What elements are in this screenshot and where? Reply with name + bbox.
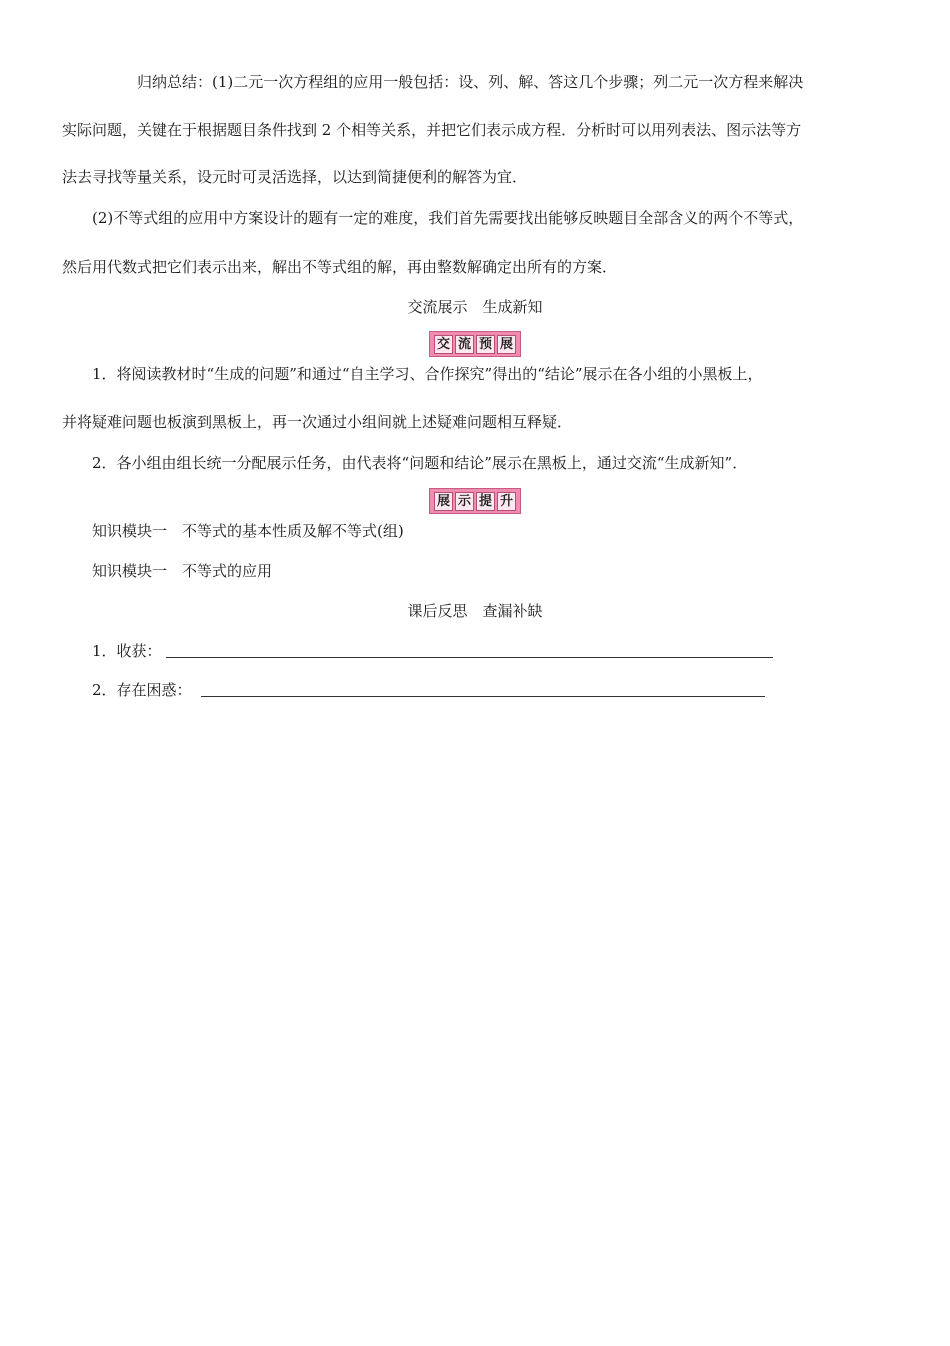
summary-p2-line1: (2)不等式组的应用中方案设计的题有一定的难度，我们首先需要找出能够反映题目全部含义的两个不等式， <box>92 209 804 227</box>
reflection-gain-blank[interactable] <box>166 657 773 658</box>
badge-show-improve <box>0 488 950 514</box>
summary-p1-line3: 法去寻找等量关系，设元时可灵活选择，以达到简捷便利的解答为宜． <box>62 168 528 186</box>
reflection-confusion-label: 2．存在困惑： <box>92 681 192 699</box>
exchange-item-1-line1: 1．将阅读教材时“生成的问题”和通过“自主学习、合作探究”得出的“结论”展示在各小组的小黑板上， <box>92 365 763 383</box>
summary-p1-line1: 归纳总结：(1)二元一次方程组的应用一般包括：设、列、解、答这几个步骤；列二元一次方程来解决 <box>137 73 804 91</box>
badge-box <box>429 331 521 357</box>
badge-char: 升 <box>497 492 516 511</box>
reflection-confusion-blank[interactable] <box>201 696 765 697</box>
reflection-gain-label: 1．收获： <box>92 642 162 660</box>
badge-box <box>429 488 521 514</box>
exchange-item-1-line2: 并将疑难问题也板演到黑板上，再一次通过小组间就上述疑难问题相互释疑． <box>62 413 573 431</box>
exchange-item-2: 2．各小组由组长统一分配展示任务，由代表将“问题和结论”展示在黑板上，通过交流“生成新知”． <box>92 454 748 472</box>
badge-char: 流 <box>455 335 474 354</box>
section-title-exchange: 交流展示 生成新知 <box>407 298 543 316</box>
badge-char: 展 <box>434 492 453 511</box>
badge-char: 预 <box>476 335 495 354</box>
knowledge-module-1: 知识模块一 不等式的基本性质及解不等式(组) <box>92 522 404 540</box>
summary-p1-line2: 实际问题，关键在于根据题目条件找到 2 个相等关系，并把它们表示成方程．分析时可以用列表法、图示法等方 <box>62 121 802 139</box>
knowledge-module-2: 知识模块一 不等式的应用 <box>92 562 273 580</box>
badge-char: 提 <box>476 492 495 511</box>
badge-char: 示 <box>455 492 474 511</box>
section-title-reflection: 课后反思 查漏补缺 <box>407 602 543 620</box>
badge-char: 展 <box>497 335 516 354</box>
summary-p2-line2: 然后用代数式把它们表示出来，解出不等式组的解，再由整数解确定出所有的方案． <box>62 258 618 276</box>
badge-char: 交 <box>434 335 453 354</box>
badge-exchange-preview <box>0 331 950 357</box>
